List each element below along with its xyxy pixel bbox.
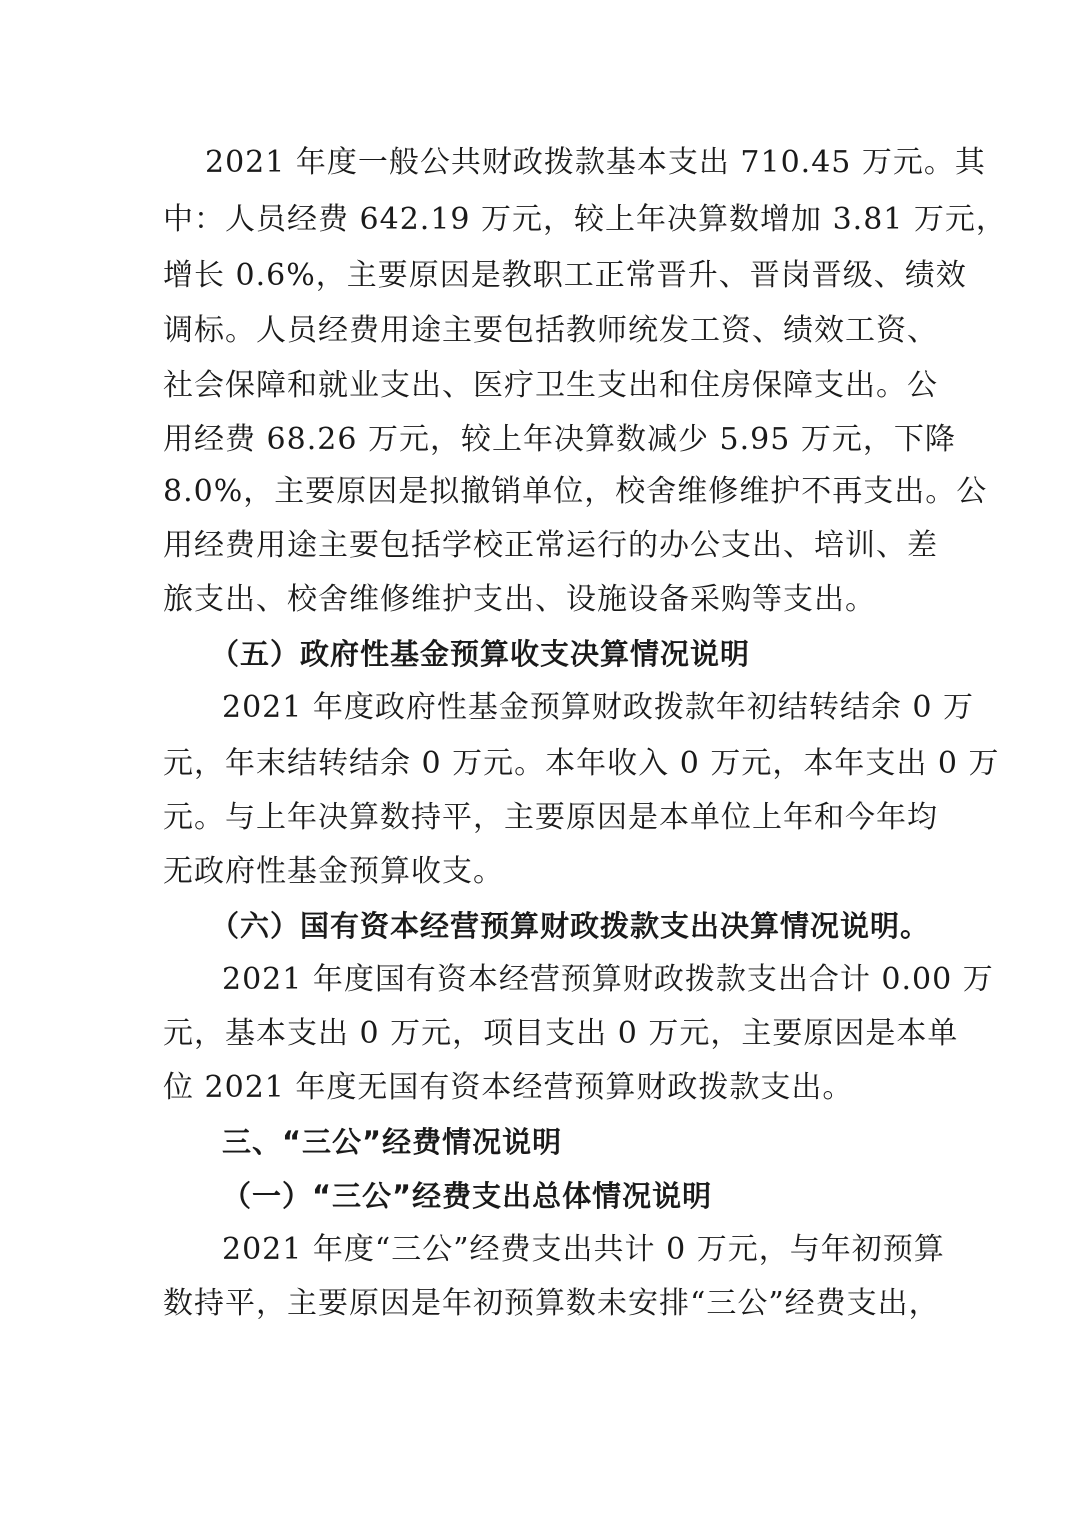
paragraph-line: 元。与上年决算数持平，主要原因是本单位上年和今年均: [163, 800, 938, 835]
paragraph-line: 无政府性基金预算收支。: [163, 854, 504, 889]
paragraph-line: 社会保障和就业支出、医疗卫生支出和住房保障支出。公: [163, 368, 938, 403]
paragraph-line: 数持平，主要原因是年初预算数未安排“三公”经费支出，: [163, 1286, 940, 1321]
paragraph-line: 元，基本支出 0 万元，项目支出 0 万元，主要原因是本单: [163, 1016, 959, 1051]
chapter-heading-3: 三、“三公”经费情况说明: [222, 1125, 563, 1159]
paragraph-line: 元，年末结转结余 0 万元。本年收入 0 万元，本年支出 0 万: [163, 746, 1000, 781]
subsection-heading-1: （一）“三公”经费支出总体情况说明: [222, 1179, 713, 1213]
paragraph-line: 旅支出、校舍维修维护支出、设施设备采购等支出。: [163, 582, 876, 617]
paragraph-line: 用经费用途主要包括学校正常运行的办公支出、培训、差: [163, 528, 938, 563]
paragraph-line: 2021 年度国有资本经营预算财政拨款支出合计 0.00 万: [222, 962, 994, 997]
paragraph-line: 2021 年度一般公共财政拨款基本支出 710.45 万元。其: [205, 145, 986, 180]
paragraph-line: 用经费 68.26 万元，较上年决算数减少 5.95 万元，下降: [163, 422, 956, 457]
paragraph-line: 调标。人员经费用途主要包括教师统发工资、绩效工资、: [163, 313, 938, 348]
paragraph-line: 中：人员经费 642.19 万元，较上年决算数增加 3.81 万元，: [163, 202, 1007, 237]
paragraph-line: 2021 年度政府性基金预算财政拨款年初结转结余 0 万: [222, 690, 975, 725]
paragraph-line: 位 2021 年度无国有资本经营预算财政拨款支出。: [163, 1070, 854, 1105]
paragraph-line: 8.0%，主要原因是拟撤销单位，校舍维修维护不再支出。公: [163, 474, 988, 509]
section-heading-6: （六）国有资本经营预算财政拨款支出决算情况说明。: [210, 909, 931, 943]
section-heading-5: （五）政府性基金预算收支决算情况说明: [210, 637, 751, 671]
paragraph-line: 增长 0.6%，主要原因是教职工正常晋升、晋岗晋级、绩效: [163, 258, 967, 293]
paragraph-line: 2021 年度“三公”经费支出共计 0 万元，与年初预算: [222, 1232, 945, 1267]
